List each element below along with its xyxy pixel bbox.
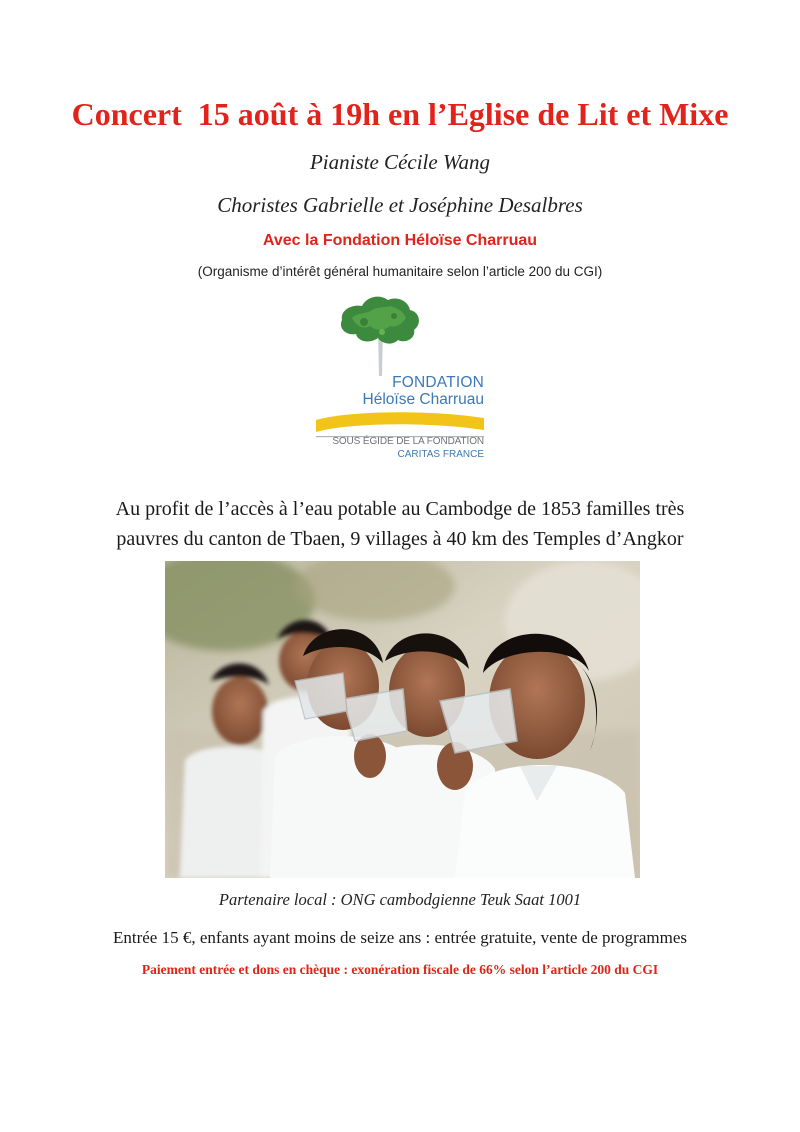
profit-paragraph xyxy=(40,494,760,554)
logo-name-text: Héloïse Charruau xyxy=(362,391,484,408)
profit-line-2: pauvres du canton de Tbaen, 9 villages à 40 km des Temples d’Angkor xyxy=(116,528,684,550)
tree-foliage-shape xyxy=(341,297,419,344)
choristers-line: Choristes Gabrielle et Joséphine Desalbres xyxy=(217,193,583,217)
logo-egide-text: SOUS ÉGIDE DE LA FONDATION xyxy=(332,436,484,447)
foundation-logo xyxy=(312,292,492,470)
yellow-swoosh-shape xyxy=(316,412,484,432)
logo-caritas-text: CARITAS FRANCE xyxy=(397,449,484,460)
foundation-line: Avec la Fondation Héloïse Charruau xyxy=(262,232,538,249)
profit-line-1: Au profit de l’accès à l’eau potable au Cambodge de 1853 familles très xyxy=(115,498,685,520)
entry-price-line: Entrée 15 €, enfants ayant moins de seize ans : entrée gratuite, vente de programmes xyxy=(112,928,687,947)
pianist-line: Pianiste Cécile Wang xyxy=(309,150,491,174)
payment-line: Paiement entrée et dons en chèque : exonération fiscale de 66% selon l’article 200 du CGI xyxy=(141,962,659,977)
foundation-note: (Organisme d’intérêt général humanitaire selon l’article 200 du CGI) xyxy=(197,264,603,279)
children-drinking-water-icon xyxy=(165,561,640,878)
concert-title: Concert 15 août à 19h en l’Eglise de Lit et Mixe xyxy=(71,96,729,132)
children-drinking-photo xyxy=(165,561,640,878)
local-partner-line: Partenaire local : ONG cambodgienne Teuk Saat 1001 xyxy=(218,890,582,909)
logo-fondation-text: FONDATION xyxy=(392,374,484,391)
